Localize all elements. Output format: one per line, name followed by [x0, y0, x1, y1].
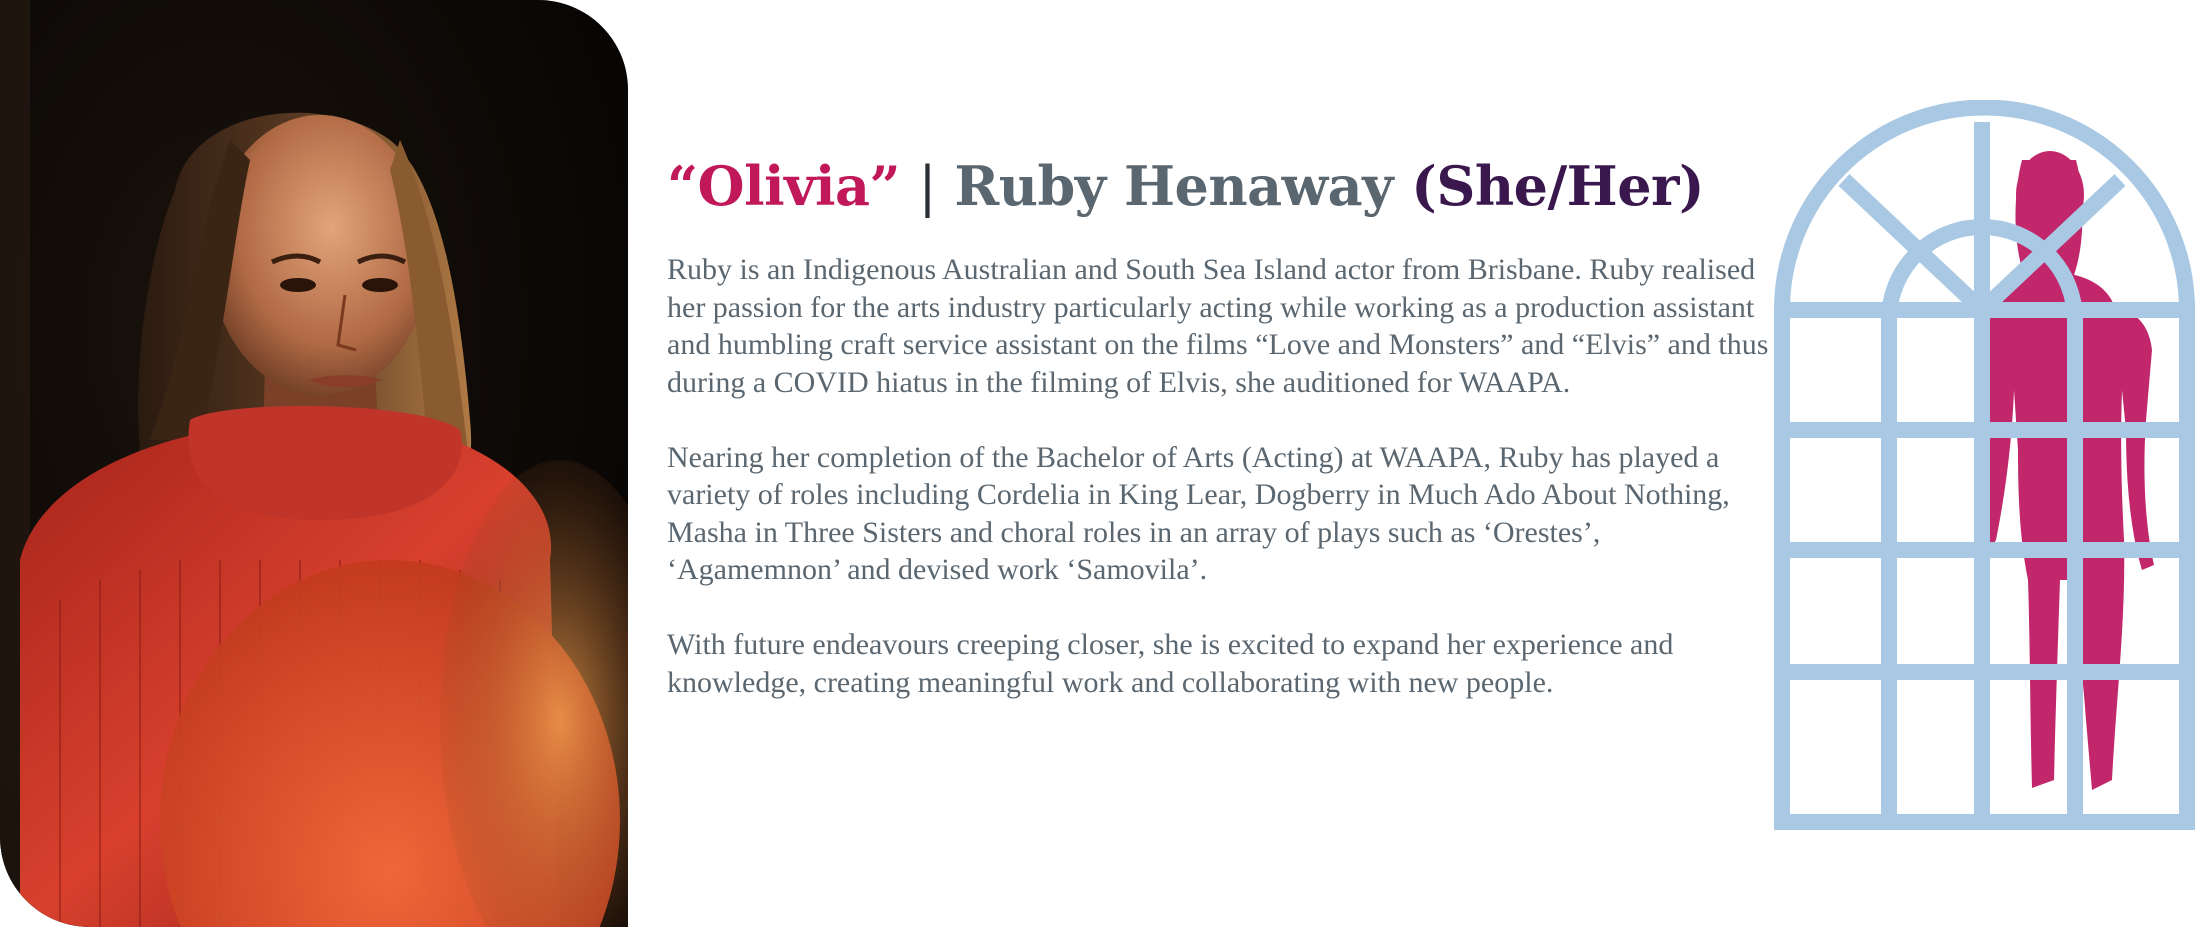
character-role: “Olivia”: [667, 154, 901, 218]
window-graphic: [1774, 100, 2195, 830]
bio-paragraph-1: Ruby is an Indigenous Australian and South Sea Island actor from Brisbane. Ruby realised her passion for the arts industry particularly acting while working as a production assistant and humbling craft service assistant on the films “Love and Monsters” and “Elvis” and thus during a COVID hiatus in the filming of Elvis, she auditioned for WAAPA.: [667, 253, 1769, 399]
bio-section: [667, 150, 1772, 739]
actor-pronouns: (She/Her): [1411, 154, 1705, 218]
actor-portrait-photo: [0, 0, 628, 927]
bio-heading: [667, 150, 1772, 223]
window-frame: [1782, 108, 2187, 823]
actor-name: Ruby Henaway: [954, 154, 1393, 218]
arched-window-silhouette-icon: [1774, 100, 2195, 830]
heading-separator: |: [918, 155, 937, 218]
bio-paragraph-2: Nearing her completion of the Bachelor of Arts (Acting) at WAAPA, Ruby has played a variety of roles including Cordelia in King Lear, Dogberry in Much Ado About Nothing, Masha in Three Sisters and choral roles in an array of plays such as ‘Orestes’, ‘Agamemnon’ and devised work ‘Samovila’.: [667, 440, 1730, 586]
portrait-illustration: [0, 0, 628, 927]
bio-paragraph-3: With future endeavours creeping closer, she is excited to expand her experience and knowledge, creating meaningful work and collaborating with new people.: [667, 628, 1674, 699]
